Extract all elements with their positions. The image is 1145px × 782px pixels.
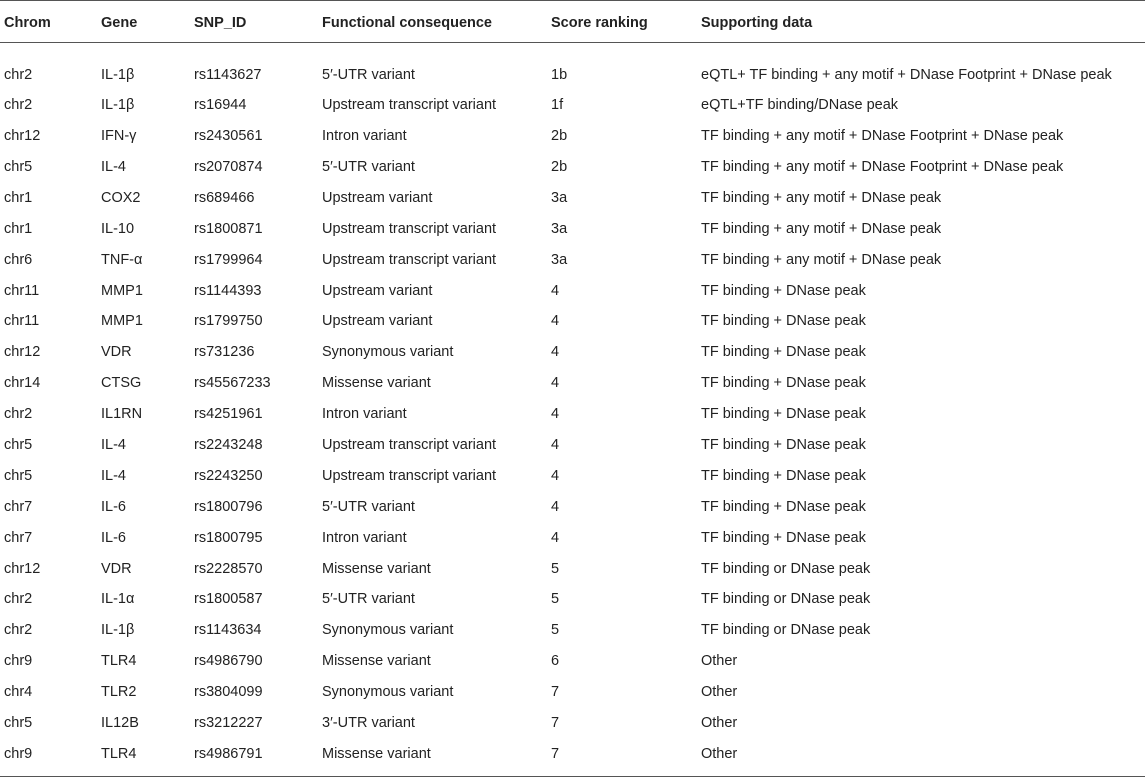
- table-row: [0, 522, 1145, 553]
- table-body: [0, 42, 1145, 770]
- cell-score-ranking: 7: [551, 715, 560, 731]
- cell-supporting-data: Other: [701, 684, 738, 701]
- header-score-ranking: Score ranking: [551, 0, 701, 42]
- cell-gene: TLR2: [101, 684, 137, 701]
- cell-chrom: chr1: [4, 220, 33, 237]
- cell-supporting-data: TF binding + DNase peak: [701, 375, 866, 392]
- cell-supporting-data: TF binding + DNase peak: [701, 498, 866, 515]
- cell-functional-consequence: Intron variant: [322, 529, 407, 546]
- table-row: [0, 584, 1145, 615]
- cell-gene: TLR4: [101, 745, 137, 762]
- table-row: [0, 121, 1145, 152]
- cell-chrom: chr2: [4, 97, 33, 114]
- cell-supporting-data: TF binding + any motif + DNase peak: [701, 220, 942, 237]
- cell-chrom: chr9: [4, 653, 33, 670]
- cell-gene: IL-4: [101, 467, 126, 484]
- cell-snp-id: rs1800796: [194, 498, 263, 515]
- cell-functional-consequence: Upstream variant: [322, 282, 433, 299]
- cell-supporting-data: TF binding + any motif + DNase Footprint + DNase peak: [701, 158, 1064, 175]
- cell-chrom: chr1: [4, 189, 33, 206]
- cell-chrom: chr2: [4, 591, 33, 608]
- cell-score-ranking: 2b: [551, 158, 568, 175]
- cell-functional-consequence: Missense variant: [322, 375, 431, 392]
- cell-score-ranking: 6: [551, 653, 560, 670]
- cell-gene: IL-1α: [101, 591, 135, 608]
- cell-functional-consequence: 5′-UTR variant: [322, 591, 415, 608]
- cell-score-ranking: 1b: [551, 67, 568, 83]
- header-functional-consequence: Functional consequence: [322, 0, 551, 42]
- cell-functional-consequence: 5′-UTR variant: [322, 158, 415, 175]
- cell-chrom: chr2: [4, 67, 33, 83]
- cell-supporting-data: TF binding + any motif + DNase peak: [701, 189, 942, 206]
- cell-functional-consequence: Synonymous variant: [322, 622, 454, 639]
- cell-snp-id: rs2070874: [194, 158, 263, 175]
- cell-gene: VDR: [101, 560, 132, 577]
- cell-supporting-data: TF binding or DNase peak: [701, 560, 871, 577]
- cell-chrom: chr5: [4, 158, 33, 175]
- cell-score-ranking: 5: [551, 622, 560, 639]
- cell-snp-id: rs731236: [194, 344, 255, 361]
- cell-gene: IL-1β: [101, 67, 135, 83]
- cell-snp-id: rs3804099: [194, 684, 263, 701]
- table-row: [0, 646, 1145, 677]
- cell-snp-id: rs689466: [194, 189, 255, 206]
- cell-functional-consequence: Missense variant: [322, 745, 431, 762]
- cell-gene: IL-6: [101, 529, 126, 546]
- cell-functional-consequence: Intron variant: [322, 406, 407, 423]
- cell-score-ranking: 4: [551, 282, 560, 299]
- cell-functional-consequence: 5′-UTR variant: [322, 498, 415, 515]
- cell-score-ranking: 1f: [551, 97, 564, 114]
- cell-chrom: chr5: [4, 467, 33, 484]
- cell-supporting-data: Other: [701, 653, 738, 670]
- cell-supporting-data: TF binding + any motif + DNase Footprint + DNase peak: [701, 128, 1064, 145]
- cell-snp-id: rs1800795: [194, 529, 263, 546]
- cell-score-ranking: 4: [551, 467, 560, 484]
- cell-gene: IL-6: [101, 498, 126, 515]
- cell-snp-id: rs1800587: [194, 591, 263, 608]
- cell-gene: IL-4: [101, 158, 126, 175]
- cell-snp-id: rs4251961: [194, 406, 263, 423]
- cell-functional-consequence: Synonymous variant: [322, 684, 454, 701]
- table-row: [0, 275, 1145, 306]
- cell-supporting-data: TF binding + DNase peak: [701, 406, 866, 423]
- cell-score-ranking: 4: [551, 406, 560, 423]
- cell-functional-consequence: Synonymous variant: [322, 344, 454, 361]
- cell-chrom: chr11: [4, 313, 40, 330]
- table-row: [0, 677, 1145, 708]
- cell-supporting-data: TF binding + DNase peak: [701, 282, 866, 299]
- cell-gene: IL12B: [101, 715, 139, 731]
- cell-chrom: chr5: [4, 715, 33, 731]
- table-row: [0, 152, 1145, 183]
- cell-gene: TLR4: [101, 653, 137, 670]
- bottom-rule: [0, 776, 1145, 777]
- cell-snp-id: rs2430561: [194, 128, 263, 145]
- cell-chrom: chr7: [4, 498, 33, 515]
- cell-snp-id: rs2243248: [194, 436, 263, 453]
- cell-gene: IL-4: [101, 436, 126, 453]
- cell-supporting-data: TF binding or DNase peak: [701, 622, 871, 639]
- table-row: [0, 42, 1145, 90]
- cell-chrom: chr6: [4, 251, 33, 268]
- table-row: [0, 306, 1145, 337]
- cell-chrom: chr2: [4, 406, 33, 423]
- table-row: [0, 461, 1145, 492]
- table-row: [0, 399, 1145, 430]
- cell-snp-id: rs16944: [194, 97, 247, 114]
- cell-snp-id: rs1799964: [194, 251, 263, 268]
- cell-score-ranking: 4: [551, 436, 560, 453]
- cell-functional-consequence: 3′-UTR variant: [322, 715, 415, 731]
- cell-snp-id: rs4986790: [194, 653, 263, 670]
- cell-functional-consequence: Upstream transcript variant: [322, 436, 497, 453]
- cell-supporting-data: Other: [701, 745, 738, 762]
- header-snp-id: SNP_ID: [194, 0, 322, 42]
- cell-gene: VDR: [101, 344, 132, 361]
- header-gene: Gene: [101, 0, 194, 42]
- cell-chrom: chr12: [4, 560, 41, 577]
- cell-score-ranking: 3a: [551, 220, 568, 237]
- cell-score-ranking: 3a: [551, 189, 568, 206]
- cell-chrom: chr2: [4, 622, 33, 639]
- cell-supporting-data: TF binding + any motif + DNase peak: [701, 251, 942, 268]
- cell-supporting-data: TF binding + DNase peak: [701, 436, 866, 453]
- table-row: [0, 368, 1145, 399]
- header-supporting-data: Supporting data: [701, 0, 1145, 42]
- cell-gene: IL-1β: [101, 622, 135, 639]
- cell-score-ranking: 4: [551, 498, 560, 515]
- cell-supporting-data: eQTL+TF binding/DNase peak: [701, 97, 899, 114]
- top-rule: [0, 0, 1145, 1]
- cell-score-ranking: 3a: [551, 251, 568, 268]
- cell-gene: IL-10: [101, 220, 135, 237]
- cell-chrom: chr14: [4, 375, 41, 392]
- cell-snp-id: rs3212227: [194, 715, 263, 731]
- cell-gene: TNF-α: [101, 251, 143, 268]
- table-row: [0, 337, 1145, 368]
- cell-gene: MMP1: [101, 282, 143, 299]
- cell-score-ranking: 5: [551, 560, 560, 577]
- cell-gene: CTSG: [101, 375, 142, 392]
- cell-supporting-data: TF binding + DNase peak: [701, 313, 866, 330]
- cell-chrom: chr9: [4, 745, 33, 762]
- cell-snp-id: rs1144393: [194, 282, 262, 299]
- cell-chrom: chr7: [4, 529, 33, 546]
- cell-functional-consequence: Intron variant: [322, 128, 407, 145]
- table-row: [0, 214, 1145, 245]
- cell-supporting-data: TF binding + DNase peak: [701, 467, 866, 484]
- header-chrom: Chrom: [0, 0, 101, 42]
- table-row: [0, 90, 1145, 121]
- cell-supporting-data: TF binding + DNase peak: [701, 344, 866, 361]
- cell-score-ranking: 4: [551, 313, 560, 330]
- table-row: [0, 244, 1145, 275]
- cell-chrom: chr4: [4, 684, 33, 701]
- cell-functional-consequence: Upstream transcript variant: [322, 251, 497, 268]
- cell-gene: IFN-γ: [101, 128, 137, 145]
- cell-supporting-data: eQTL+ TF binding + any motif + DNase Footprint + DNase peak: [701, 67, 1112, 83]
- cell-functional-consequence: Upstream variant: [322, 189, 433, 206]
- cell-gene: COX2: [101, 189, 141, 206]
- cell-snp-id: rs45567233: [194, 375, 271, 392]
- cell-gene: IL-1β: [101, 97, 135, 114]
- table-row: [0, 739, 1145, 770]
- cell-functional-consequence: Missense variant: [322, 560, 431, 577]
- cell-gene: IL1RN: [101, 406, 143, 423]
- table-row: [0, 430, 1145, 461]
- cell-snp-id: rs1799750: [194, 313, 263, 330]
- table-row: [0, 553, 1145, 584]
- table-row: [0, 615, 1145, 646]
- cell-snp-id: rs1800871: [194, 220, 263, 237]
- cell-score-ranking: 5: [551, 591, 560, 608]
- cell-score-ranking: 4: [551, 375, 560, 392]
- cell-supporting-data: Other: [701, 715, 738, 731]
- cell-supporting-data: TF binding or DNase peak: [701, 591, 871, 608]
- table-row: [0, 183, 1145, 214]
- cell-snp-id: rs2228570: [194, 560, 263, 577]
- cell-chrom: chr5: [4, 436, 33, 453]
- table-row: [0, 708, 1145, 739]
- cell-functional-consequence: Upstream transcript variant: [322, 467, 497, 484]
- header-row: [0, 0, 1145, 42]
- cell-snp-id: rs1143627: [194, 67, 262, 83]
- cell-functional-consequence: Upstream variant: [322, 313, 433, 330]
- cell-chrom: chr12: [4, 128, 41, 145]
- cell-functional-consequence: Upstream transcript variant: [322, 220, 497, 237]
- cell-score-ranking: 4: [551, 529, 560, 546]
- table-header: [0, 0, 1145, 42]
- table-row: [0, 492, 1145, 523]
- cell-score-ranking: 7: [551, 745, 560, 762]
- cell-supporting-data: TF binding + DNase peak: [701, 529, 866, 546]
- cell-snp-id: rs2243250: [194, 467, 263, 484]
- cell-score-ranking: 2b: [551, 128, 568, 145]
- cell-snp-id: rs1143634: [194, 622, 262, 639]
- cell-score-ranking: 4: [551, 344, 560, 361]
- cell-chrom: chr11: [4, 282, 40, 299]
- cell-snp-id: rs4986791: [194, 745, 263, 762]
- cell-score-ranking: 7: [551, 684, 560, 701]
- cell-functional-consequence: Missense variant: [322, 653, 431, 670]
- cell-functional-consequence: Upstream transcript variant: [322, 97, 497, 114]
- cell-chrom: chr12: [4, 344, 41, 361]
- cell-gene: MMP1: [101, 313, 143, 330]
- cell-functional-consequence: 5′-UTR variant: [322, 67, 415, 83]
